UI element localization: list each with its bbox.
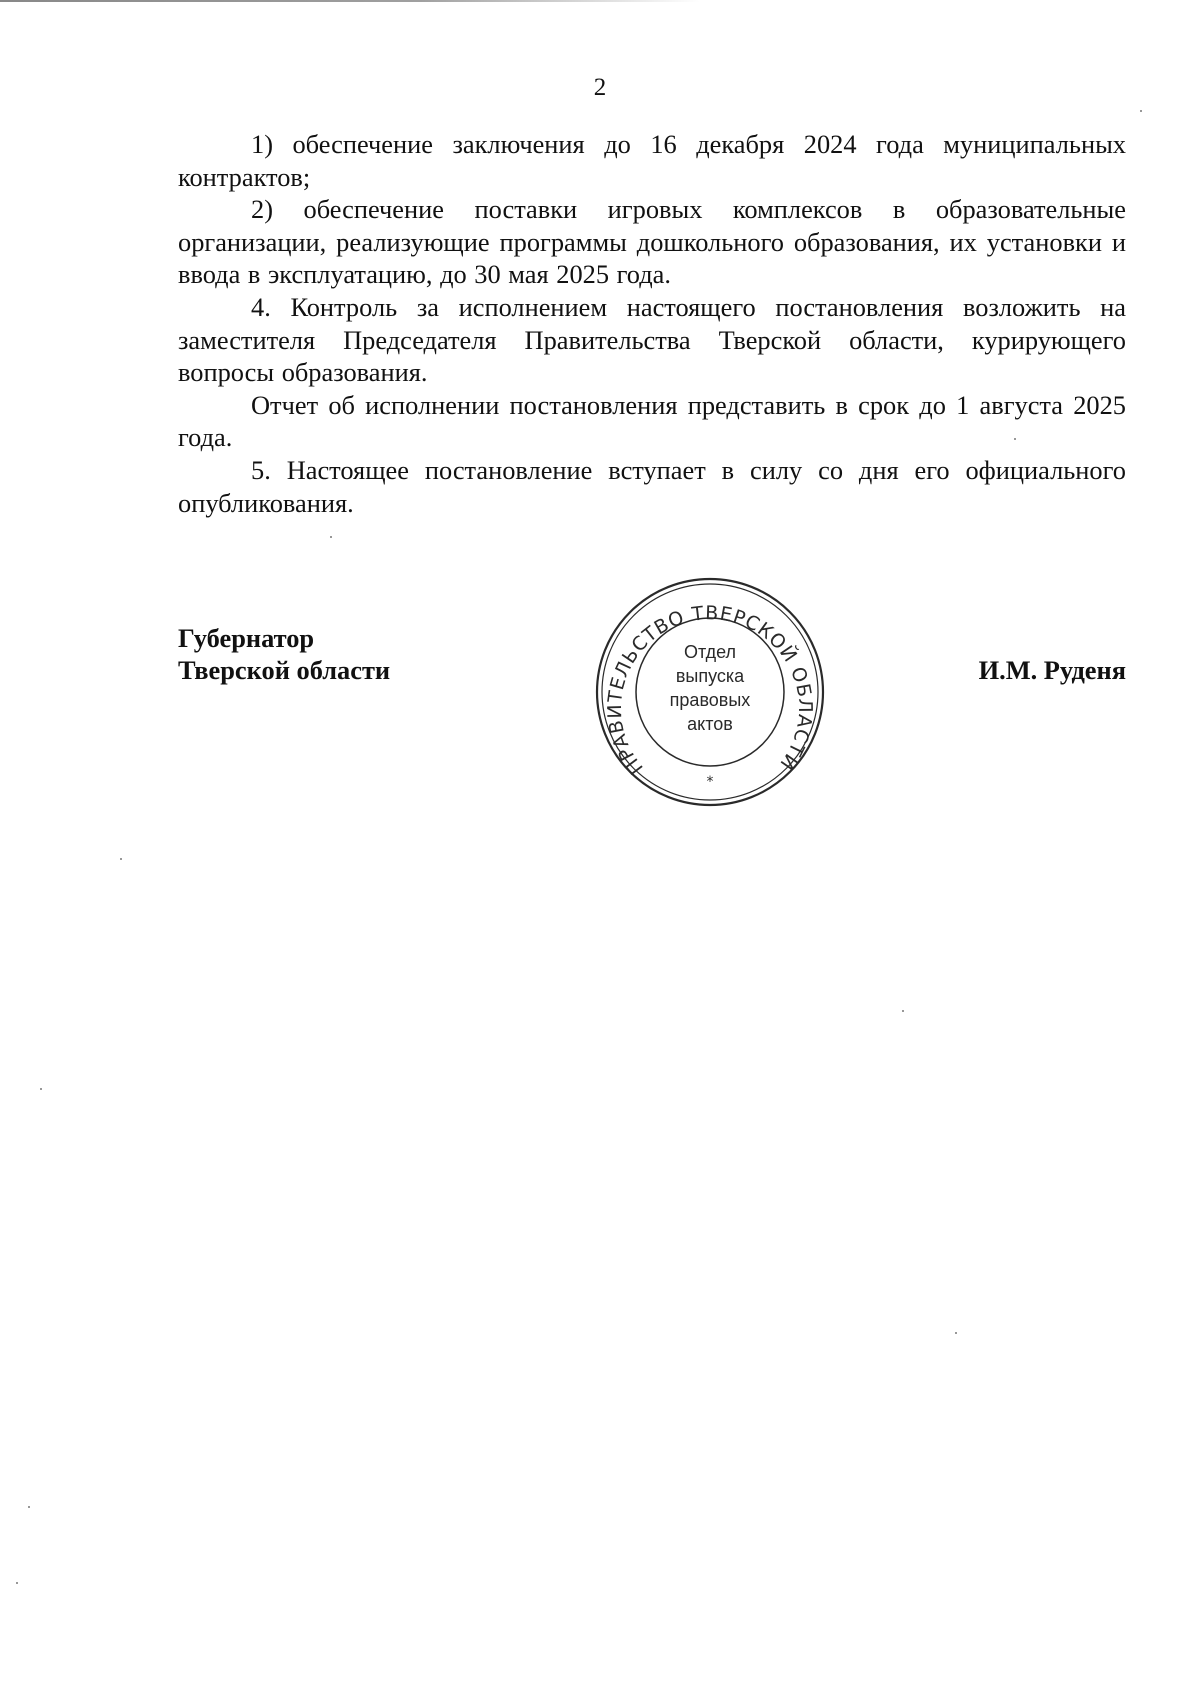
scan-speck xyxy=(1140,110,1142,112)
scan-speck xyxy=(28,1506,30,1508)
scan-edge xyxy=(0,0,700,2)
scan-speck xyxy=(40,1088,42,1090)
official-stamp xyxy=(594,576,826,808)
page-number: 2 xyxy=(593,74,607,101)
paragraph-item-2: 2) обеспечение поставки игровых комплексов в образовательные организации, реализующие программы дошкольного образования, их установки и ввода в эксплуатацию, до 30 мая 2025 года. xyxy=(178,194,1126,290)
scan-speck xyxy=(902,1010,904,1012)
scan-speck xyxy=(955,1332,957,1334)
stamp-center-line: Отдел xyxy=(683,642,737,662)
stamp-star: * xyxy=(706,774,714,790)
stamp-center-line: правовых xyxy=(669,690,751,710)
scan-speck xyxy=(120,858,122,860)
stamp-ring-text: ПРАВИТЕЛЬСТВО ТВЕРСКОЙ ОБЛАСТИ xyxy=(603,602,817,779)
document-body xyxy=(178,128,1126,519)
scan-speck xyxy=(16,1582,18,1584)
signatory-title-line2: Тверской области xyxy=(178,655,391,685)
signatory-title-line1: Губернатор xyxy=(178,623,315,653)
scan-speck xyxy=(1014,438,1016,440)
stamp-center-line: выпуска xyxy=(675,666,745,686)
stamp-center-line: актов xyxy=(687,714,733,734)
scan-speck xyxy=(330,536,332,538)
signatory-title xyxy=(178,622,390,686)
paragraph-item-1: 1) обеспечение заключения до 16 декабря 2024 года муниципальных контрактов; xyxy=(178,129,1126,192)
paragraph-effective-date: 5. Настоящее постановление вступает в силу со дня его официального опубликования. xyxy=(178,454,1126,518)
paragraph-report: Отчет об исполнении постановления представить в срок до 1 августа 2025 года. xyxy=(178,389,1126,453)
signatory-name: И.М. Руденя xyxy=(978,655,1126,685)
paragraph-control: 4. Контроль за исполнением настоящего постановления возложить на заместителя Председателя Правительства Тверской области, курирующего вопросы образования. xyxy=(178,291,1126,388)
stamp-seal xyxy=(594,576,826,808)
